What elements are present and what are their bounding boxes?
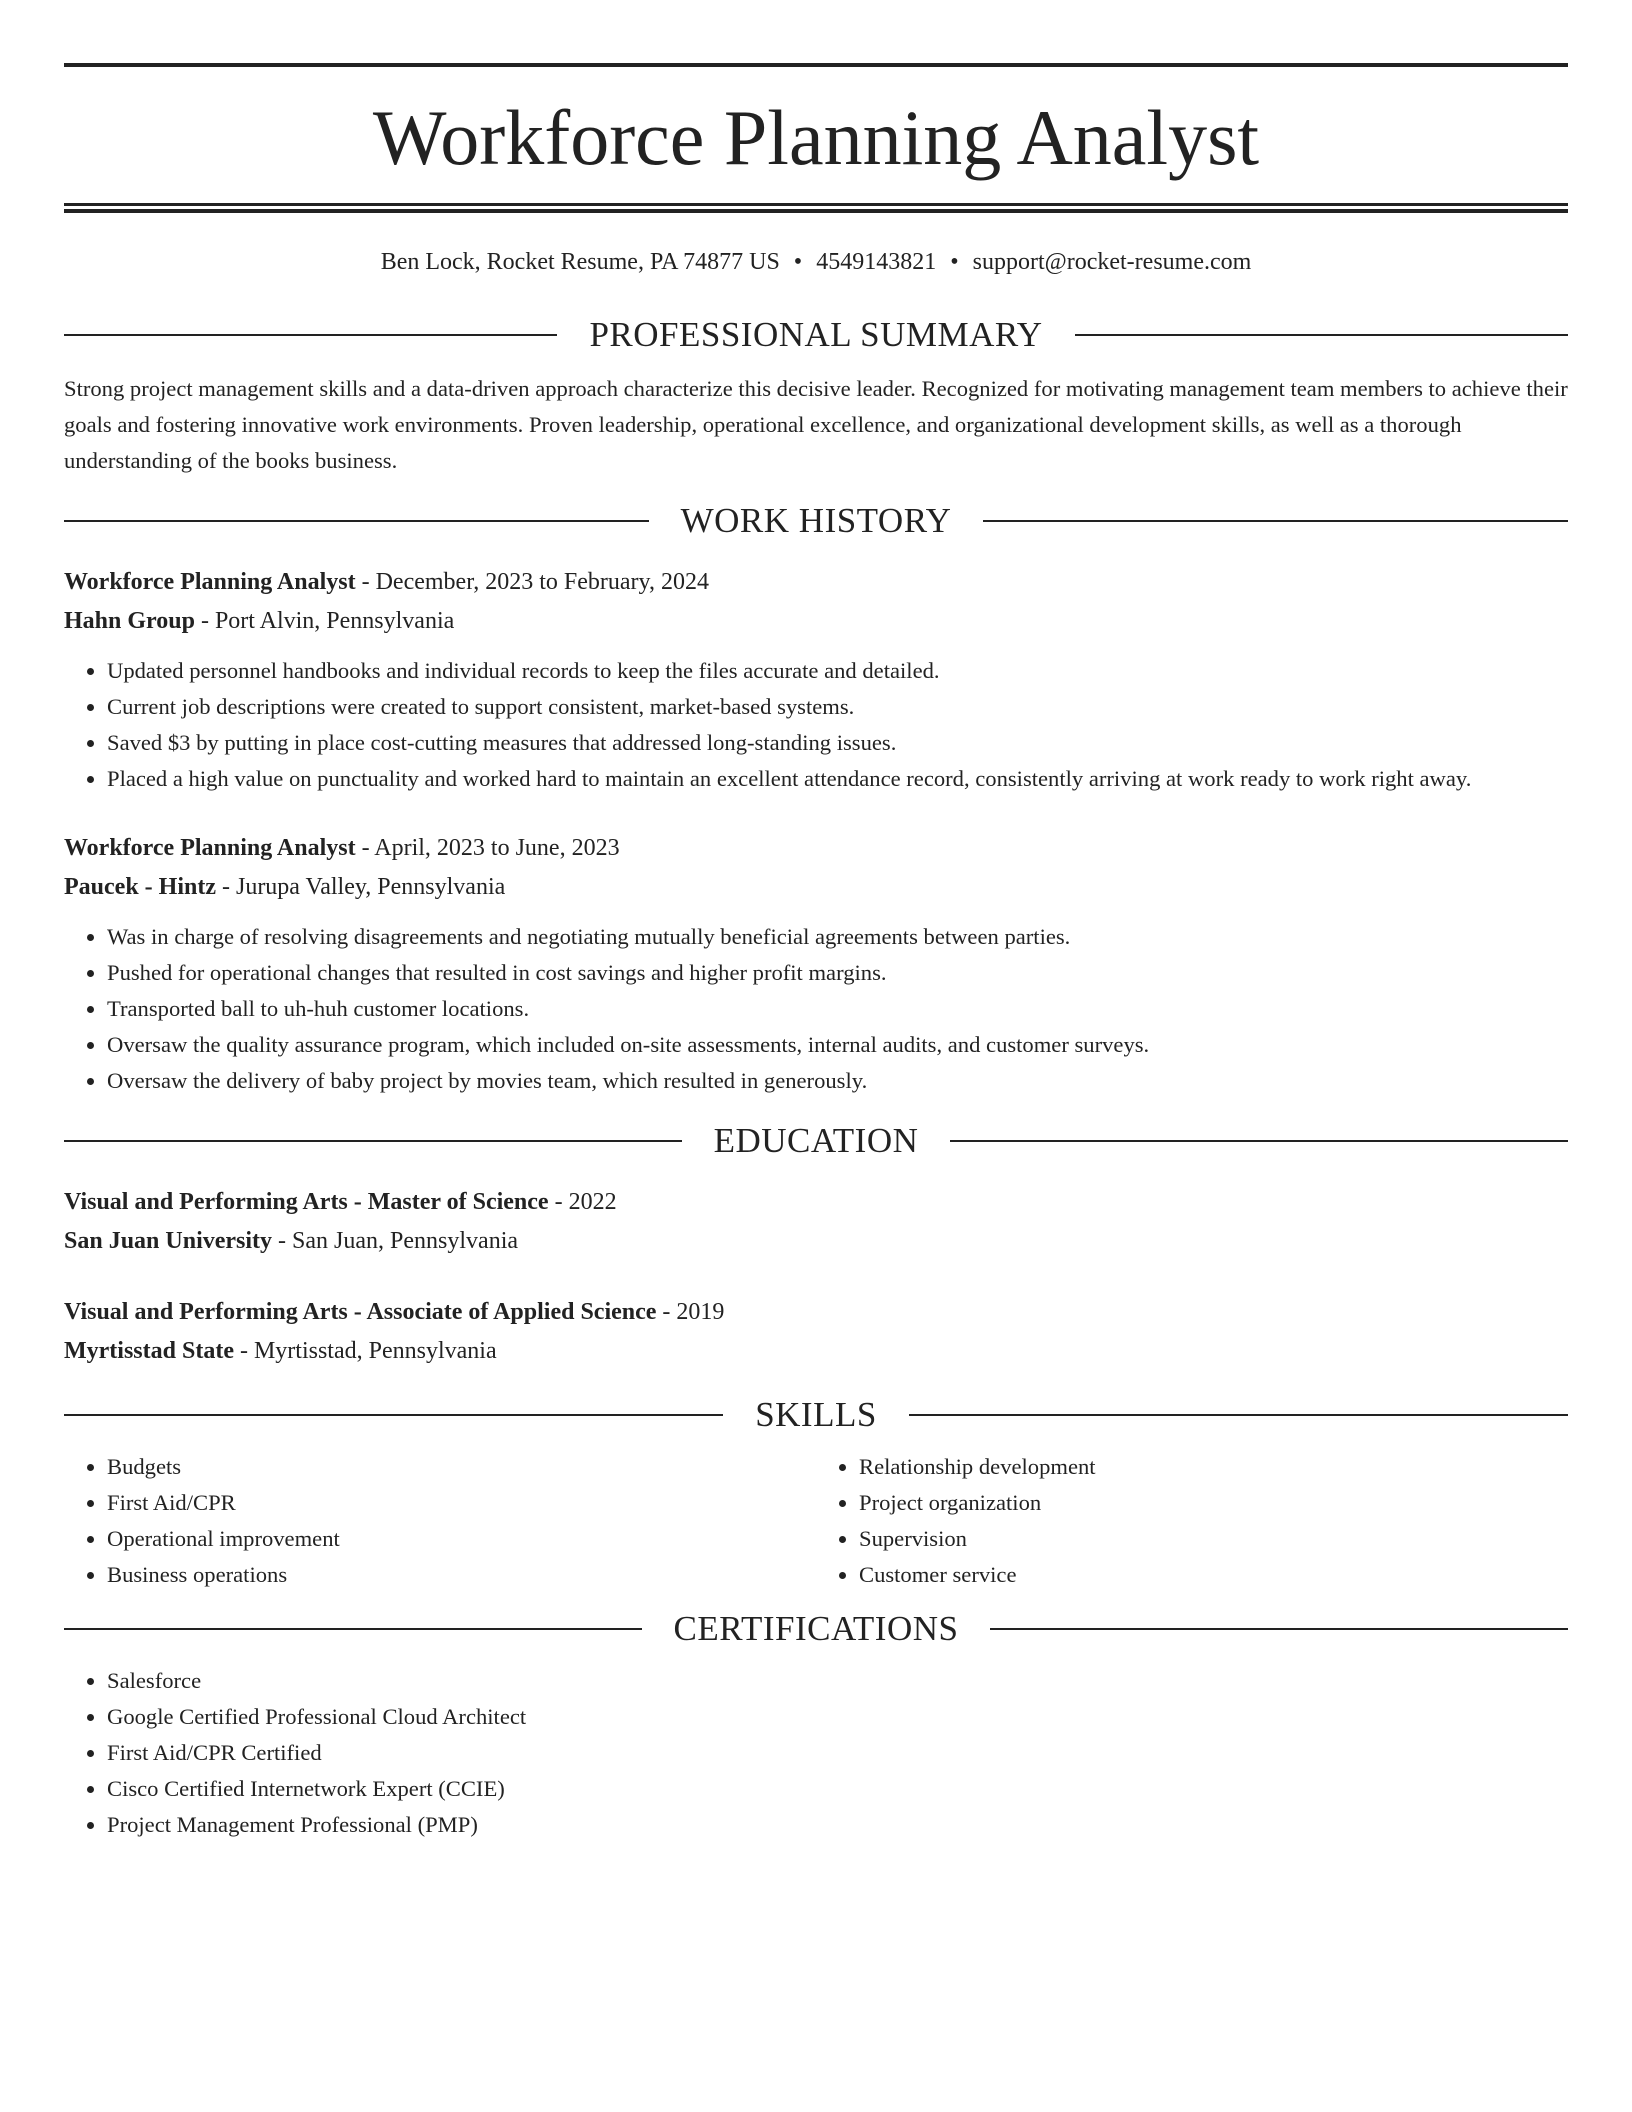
list-item: • First Aid/CPR bbox=[107, 1485, 816, 1521]
list-item: • Placed a high value on punctuality and worked hard to maintain an excellent attendance record, consistently arriving at work ready to work right away. bbox=[107, 761, 1568, 797]
section-heading-work-history bbox=[64, 501, 1568, 541]
page-title: Workforce Planning Analyst bbox=[372, 94, 1260, 181]
job-company-line bbox=[64, 602, 1568, 641]
title-double-rule bbox=[64, 203, 1568, 213]
job-dates: - December, 2023 to February, 2024 bbox=[355, 569, 709, 595]
list-item: • Cisco Certified Internetwork Expert (CCIE) bbox=[107, 1771, 1568, 1807]
heading-rule bbox=[64, 334, 557, 336]
degree: Visual and Performing Arts - Master of Science bbox=[64, 1189, 549, 1215]
job-location: - Port Alvin, Pennsylvania bbox=[194, 608, 455, 634]
heading-rule bbox=[1075, 334, 1568, 336]
school-line bbox=[64, 1222, 1568, 1261]
list-item: • Relationship development bbox=[859, 1449, 1568, 1485]
section-title: PROFESSIONAL SUMMARY bbox=[589, 315, 1043, 354]
job-company: Paucek - Hintz bbox=[64, 874, 216, 900]
school-location: - Myrtisstad, Pennsylvania bbox=[233, 1338, 497, 1364]
list-item: • Google Certified Professional Cloud Architect bbox=[107, 1699, 1568, 1735]
list-item: • Oversaw the quality assurance program, which included on-site assessments, internal audits, and customer surveys. bbox=[107, 1027, 1568, 1063]
list-item: • Transported ball to uh-huh customer locations. bbox=[107, 991, 1568, 1027]
job-company: Hahn Group bbox=[64, 608, 195, 634]
job-title: Workforce Planning Analyst bbox=[64, 835, 356, 861]
job-location: - Jurupa Valley, Pennsylvania bbox=[215, 874, 506, 900]
list-item: • Business operations bbox=[107, 1557, 816, 1593]
section-title: WORK HISTORY bbox=[680, 501, 952, 540]
contact-line bbox=[64, 247, 1568, 277]
list-item: • Budgets bbox=[107, 1449, 816, 1485]
school: San Juan University bbox=[64, 1228, 273, 1254]
degree-year: - 2022 bbox=[548, 1189, 617, 1215]
heading-rule bbox=[950, 1140, 1568, 1142]
degree-line bbox=[64, 1183, 1568, 1222]
school: Myrtisstad State bbox=[64, 1338, 234, 1364]
list-item: • Oversaw the delivery of baby project by movies team, which resulted in generously. bbox=[107, 1063, 1568, 1099]
job-title-line bbox=[64, 563, 1568, 602]
section-title: SKILLS bbox=[755, 1395, 877, 1434]
skills-list-left bbox=[64, 1449, 816, 1593]
education-entry bbox=[64, 1183, 1568, 1261]
heading-rule bbox=[64, 520, 649, 522]
heading-rule bbox=[64, 1628, 642, 1630]
heading-rule bbox=[64, 1140, 682, 1142]
degree: Visual and Performing Arts - Associate of Applied Science bbox=[64, 1299, 657, 1325]
degree-year: - 2019 bbox=[656, 1299, 725, 1325]
job-entry bbox=[64, 563, 1568, 797]
degree-line bbox=[64, 1293, 1568, 1332]
heading-rule bbox=[64, 1414, 723, 1416]
job-dates: - April, 2023 to June, 2023 bbox=[355, 835, 620, 861]
list-item: • First Aid/CPR Certified bbox=[107, 1735, 1568, 1771]
list-item: • Pushed for operational changes that resulted in cost savings and higher profit margins. bbox=[107, 955, 1568, 991]
section-title: CERTIFICATIONS bbox=[673, 1609, 959, 1648]
list-item: • Operational improvement bbox=[107, 1521, 816, 1557]
job-title-line bbox=[64, 829, 1568, 868]
heading-rule bbox=[990, 1628, 1568, 1630]
list-item: • Project Management Professional (PMP) bbox=[107, 1807, 1568, 1843]
heading-rule bbox=[983, 520, 1568, 522]
section-heading-certifications bbox=[64, 1609, 1568, 1649]
school-location: - San Juan, Pennsylvania bbox=[272, 1228, 519, 1254]
heading-rule bbox=[909, 1414, 1568, 1416]
contact-phone: 4549143821 bbox=[816, 249, 937, 275]
list-item: • Current job descriptions were created to support consistent, market-based systems. bbox=[107, 689, 1568, 725]
contact-email: support@rocket-resume.com bbox=[972, 249, 1252, 275]
list-item: • Customer service bbox=[859, 1557, 1568, 1593]
education-entry bbox=[64, 1293, 1568, 1371]
job-title: Workforce Planning Analyst bbox=[64, 569, 356, 595]
summary-text: Strong project management skills and a data-driven approach characterize this decisive leader. Recognized for motivating management team members to achieve their goals and fostering innovative work environments. Proven leadership, operational excellence, and organizational development skills, as well as a thorough understanding of the books business. bbox=[64, 376, 1568, 473]
list-item: • Updated personnel handbooks and individual records to keep the files accurate and detailed. bbox=[107, 653, 1568, 689]
list-item: • Supervision bbox=[859, 1521, 1568, 1557]
section-title: EDUCATION bbox=[713, 1121, 919, 1160]
list-item: • Project organization bbox=[859, 1485, 1568, 1521]
list-item: • Salesforce bbox=[107, 1663, 1568, 1699]
job-company-line bbox=[64, 868, 1568, 907]
skills-list-right bbox=[816, 1449, 1568, 1593]
certifications-list bbox=[64, 1663, 1568, 1843]
top-rule bbox=[64, 63, 1568, 67]
certifications-block bbox=[64, 1663, 1568, 1843]
section-heading-education bbox=[64, 1121, 1568, 1161]
contact-separator: • bbox=[793, 249, 803, 275]
list-item: • Was in charge of resolving disagreements and negotiating mutually beneficial agreements between parties. bbox=[107, 919, 1568, 955]
job-entry bbox=[64, 829, 1568, 1099]
skills-grid bbox=[64, 1449, 1568, 1593]
section-heading-summary bbox=[64, 315, 1568, 355]
job-bullets bbox=[64, 653, 1568, 797]
job-bullets bbox=[64, 919, 1568, 1099]
list-item: • Saved $3 by putting in place cost-cutting measures that addressed long-standing issues. bbox=[107, 725, 1568, 761]
school-line bbox=[64, 1332, 1568, 1371]
contact-separator: • bbox=[950, 249, 959, 275]
contact-address: Ben Lock, Rocket Resume, PA 74877 US bbox=[380, 249, 780, 275]
section-heading-skills bbox=[64, 1395, 1568, 1435]
